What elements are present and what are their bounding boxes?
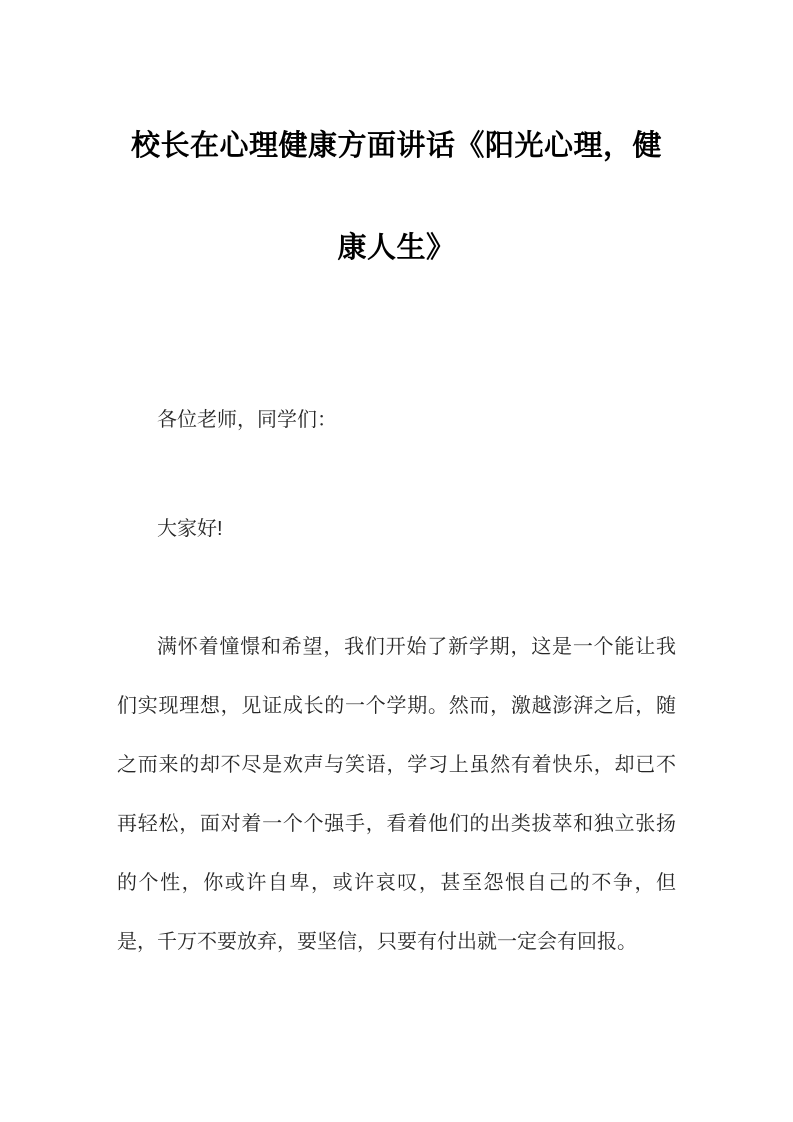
body-paragraph: 满怀着憧憬和希望，我们开始了新学期，这是一个能让我们实现理想，见证成长的一个学期。然而，激越澎湃之后，随之而来的却不尽是欢声与笑语，学习上虽然有着快乐，却已不再轻松，面对着一个个强手，看着他们的出类拔萃和独立张扬的个性，你或许自卑，或许哀叹，甚至怨恨自己的不争，但是，千万不要放弃，要坚信，只要有付出就一定会有回报。 xyxy=(117,636,676,953)
document-title: 校长在心理健康方面讲话《阳光心理，健康人生》 xyxy=(130,130,662,264)
salutation-paragraph: 各位老师，同学们： xyxy=(157,409,337,431)
greeting-paragraph: 大家好! xyxy=(157,518,223,540)
